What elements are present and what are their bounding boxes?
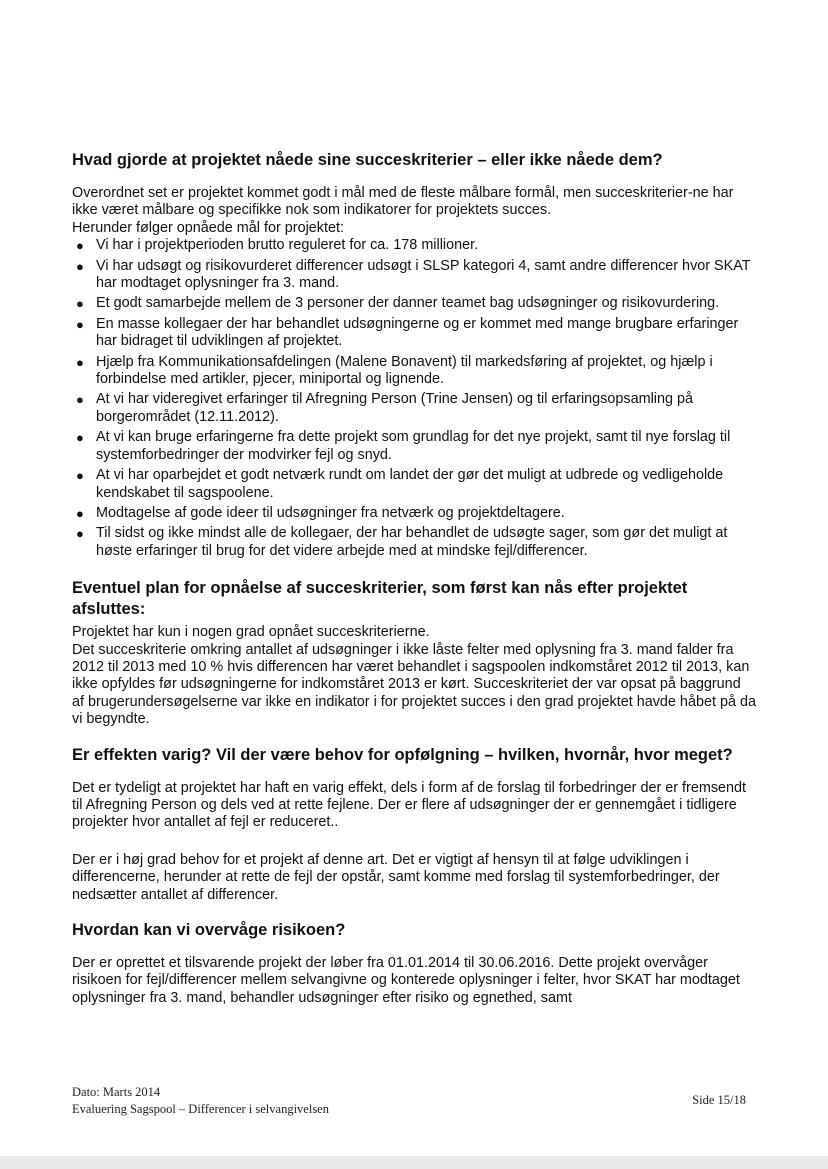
scan-edge bbox=[0, 1156, 828, 1169]
paragraph: Det er tydeligt at projektet har haft en varig effekt, dels i form af de forslag til forbedringer der er fremsendt til Afregning Person og dels ved at rette fejlene. Der er flere af udsøgninger der er gennemgået i tidligere projekter hvor antallet af fejl er reduceret.. bbox=[72, 779, 747, 831]
page-footer bbox=[72, 1084, 746, 1118]
paragraph: Projektet har kun i nogen grad opnået succeskriterierne. bbox=[72, 624, 430, 641]
bullet-icon: ● bbox=[76, 238, 84, 254]
list-item bbox=[76, 504, 756, 522]
bullet-icon: ● bbox=[76, 354, 84, 370]
section-effect bbox=[72, 745, 756, 904]
list-item bbox=[76, 257, 756, 293]
paragraph-gap bbox=[72, 832, 756, 852]
list-item-text: Modtagelse af gode ideer til udsøgninger fra netværk og projektdeltagere. bbox=[96, 504, 565, 521]
list-item-text: En masse kollegaer der har behandlet udsøgningerne og er kommet med mange brugbare erfaringer har bidraget til udviklingen af projektet. bbox=[96, 315, 739, 350]
footer-page-number: Side 15/18 bbox=[692, 1093, 746, 1107]
section-heading: Hvordan kan vi overvåge risikoen? bbox=[72, 921, 346, 939]
footer-doc-title: Evaluering Sagspool – Differencer i selvangivelsen bbox=[72, 1102, 329, 1116]
list-item bbox=[76, 391, 756, 426]
list-item bbox=[76, 295, 756, 312]
bullet-icon: ● bbox=[76, 258, 84, 274]
list-item-text: Hjælp fra Kommunikationsafdelingen (Malene Bonavent) til markedsføring af projektet, og hjælp i forbindelse med artikler, pjecer, miniportal og lignende. bbox=[96, 353, 713, 388]
list-item bbox=[76, 315, 756, 351]
list-item-text: Vi har udsøgt og risikovurderet differencer udsøgt i SLSP kategori 4, samt andre differencer hvor SKAT har modtaget oplysninger fra 3. mand. bbox=[96, 257, 751, 292]
intro-paragraph: Overordnet set er projektet kommet godt i mål med de fleste målbare formål, men succeskriterier-ne har ikke været målbare og specifikke nok som indikatorer for projektets succes. bbox=[72, 185, 734, 219]
section-heading: Eventuel plan for opnåelse af succeskriterier, som først kan nås efter projektet afsluttes: bbox=[72, 579, 688, 619]
bullet-icon: ● bbox=[76, 296, 84, 312]
list-item-text: Et godt samarbejde mellem de 3 personer der danner teamet bag udsøgninger og risikovurdering. bbox=[96, 295, 720, 312]
list-item-text: Vi har i projektperioden brutto reguleret for ca. 178 millioner. bbox=[96, 237, 479, 254]
list-item bbox=[76, 525, 756, 560]
section-risk-monitoring bbox=[72, 920, 756, 1007]
paragraph: Der er i høj grad behov for et projekt af denne art. Det er vigtigt af hensyn til at følge udviklingen i differencerne, herunder at rette de fejl der opstår, samt komme med forslag til systemforbedringer, der nedsætter antallet af differencer. bbox=[72, 851, 720, 903]
page-content bbox=[72, 150, 756, 1007]
list-item bbox=[76, 429, 756, 464]
bullet-icon: ● bbox=[76, 505, 84, 521]
paragraph: Der er oprettet et tilsvarende projekt der løber fra 01.01.2014 til 30.06.2016. Dette projekt overvåger risikoen for fejl/differencer mellem selvangivne og konterede oplysninger i felter, hvor SKAT har modtaget oplysninger fra 3. mand, behandler udsøgninger efter risiko og egnethed, samt bbox=[72, 955, 740, 1006]
bullet-icon: ● bbox=[76, 392, 84, 408]
paragraph: Det succeskriterie omkring antallet af udsøgninger i ikke låste felter med oplysning fra 3. mand falder fra 2012 til 2013 med 10 % hvis differencen har været behandlet i sagspoolen indkomståret 2012 til 2013, kan ikke opfyldes før udsøgningerne for indkomståret 2013 er kørt. Succeskriteriet der var opsat på baggrund af brugerundersøgelserne var ikke en indikator i for projektet succes i den grad projektet havde håbet på da vi begyndte. bbox=[72, 641, 756, 728]
list-item-text: At vi kan bruge erfaringerne fra dette projekt som grundlag for det nye projekt, samt til nye forslag til systemforbedringer der modvirker fejl og snyd. bbox=[96, 429, 731, 463]
bullet-icon: ● bbox=[76, 430, 84, 446]
list-item bbox=[76, 353, 756, 389]
bullet-icon: ● bbox=[76, 468, 84, 484]
section-heading: Hvad gjorde at projektet nåede sine succeskriterier – eller ikke nåede dem? bbox=[72, 151, 663, 169]
lead-paragraph: Herunder følger opnåede mål for projektet: bbox=[72, 219, 344, 236]
list-item-text: At vi har videregivet erfaringer til Afregning Person (Trine Jensen) og til erfaringsopsamling på borgerområdet (12.11.2012). bbox=[96, 391, 693, 425]
list-item-text: At vi har oparbejdet et godt netværk rundt om landet der gør det muligt at udbrede og vedligeholde kendskabet til sagspoolene. bbox=[96, 467, 724, 501]
section-heading: Er effekten varig? Vil der være behov for opfølgning – hvilken, hvornår, hvor meget? bbox=[72, 745, 733, 764]
section-plan bbox=[72, 578, 756, 728]
footer-date: Dato: Marts 2014 bbox=[72, 1085, 161, 1099]
bullet-icon: ● bbox=[76, 316, 84, 332]
list-item-text: Til sidst og ikke mindst alle de kollegaer, der har behandlet de udsøgte sager, som gør det muligt at høste erfaringer til brug for det videre arbejde med at mindske fejl/differencer. bbox=[96, 525, 728, 559]
bullet-icon: ● bbox=[76, 526, 84, 542]
section-success-criteria bbox=[72, 150, 756, 560]
list-item bbox=[76, 467, 756, 502]
list-item bbox=[76, 237, 756, 254]
goals-list bbox=[72, 237, 756, 560]
